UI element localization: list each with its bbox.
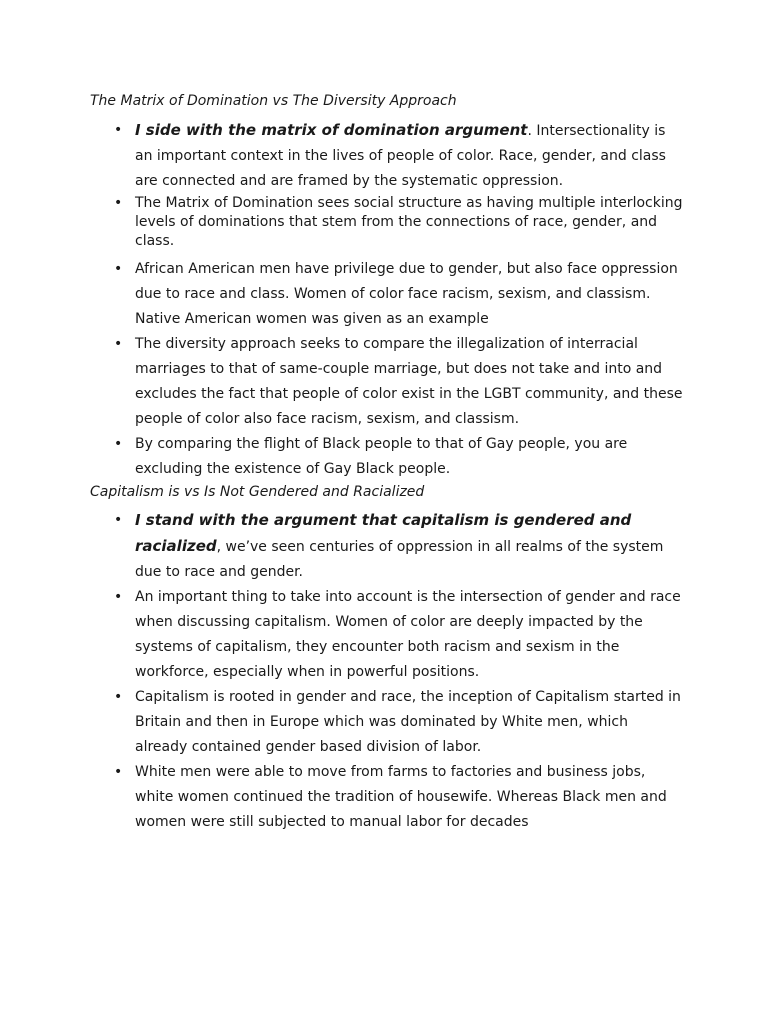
bullet-icon: • [114, 122, 123, 138]
item-text: Capitalism is rooted in gender and race, the inception of Capitalism started in Britain and then in Europe which was dominated by White men, which already contained gender based division of labor. [135, 689, 681, 755]
bullet-icon: • [114, 512, 123, 528]
list-item [114, 760, 684, 835]
item-text: The diversity approach seeks to compare the illegalization of interracial marriages to that of same-couple marriage, but does not take and into and excludes the fact that people of color exist in the LGBT community, and these people of color also face racism, sexism, and classism. [135, 336, 683, 427]
item-text: An important thing to take into account is the intersection of gender and race when discussing capitalism. Women of color are deeply impacted by the systems of capitalism, they encounter both racism and sexism in the workforce, especially when in powerful positions. [135, 589, 681, 680]
list-item [114, 585, 684, 685]
list-item [114, 432, 684, 482]
bullet-list-matrix-continued [114, 257, 684, 482]
item-text: By comparing the flight of Black people to that of Gay people, you are excluding the existence of Gay Black people. [135, 436, 628, 477]
list-item [114, 257, 684, 332]
list-item [114, 332, 684, 432]
list-item [114, 194, 684, 251]
section-heading-matrix: The Matrix of Domination vs The Diversity Approach [90, 93, 457, 109]
bullet-icon: • [114, 195, 123, 211]
list-item [114, 508, 684, 585]
bullet-list-capitalism [114, 508, 684, 835]
bold-lead-text: I side with the matrix of domination argument [135, 121, 528, 139]
section-heading-capitalism: Capitalism is vs Is Not Gendered and Racialized [90, 484, 425, 500]
list-item [114, 118, 684, 194]
item-text: , we’ve seen centuries of oppression in all realms of the system due to race and gender. [135, 539, 664, 580]
bullet-icon: • [114, 261, 123, 277]
bullet-icon: • [114, 589, 123, 605]
bullet-icon: • [114, 436, 123, 452]
item-text: The Matrix of Domination sees social structure as having multiple interlocking levels of dominations that stem from the connections of race, gender, and class. [135, 195, 683, 249]
bullet-list-matrix [114, 118, 684, 251]
list-item [114, 685, 684, 760]
item-text: . Intersectionality is an important context in the lives of people of color. Race, gender, and class are connected and are framed by the systematic oppression. [135, 123, 666, 189]
bullet-icon: • [114, 336, 123, 352]
bold-lead-text: I stand with the argument that capitalism is gendered and racialized [135, 511, 632, 555]
item-text: African American men have privilege due to gender, but also face oppression due to race and class. Women of color face racism, sexism, and classism. Native American women was given as an example [135, 261, 678, 327]
bullet-icon: • [114, 689, 123, 705]
item-text: White men were able to move from farms to factories and business jobs, white women continued the tradition of housewife. Whereas Black men and women were still subjected to manual labor for decades [135, 764, 667, 830]
bullet-icon: • [114, 764, 123, 780]
